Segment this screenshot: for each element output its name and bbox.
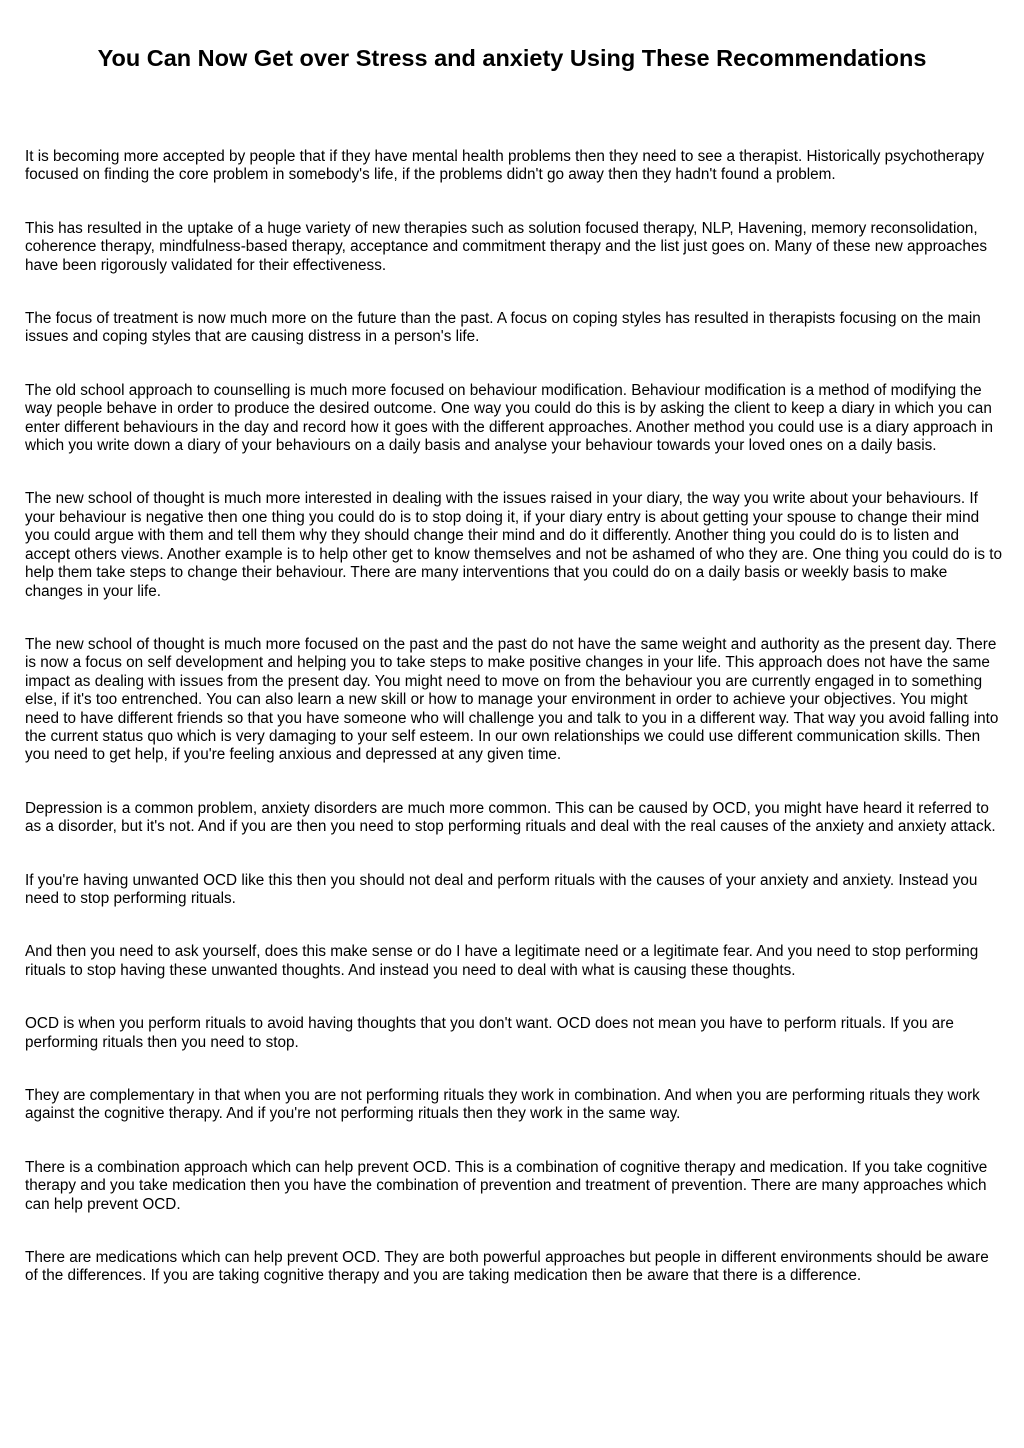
paragraph-6: The new school of thought is much more focused on the past and the past do not have the same weight and authority as the present day. There is now a focus on self development and helping you to take steps to make positive changes in your life. This approach does not have the same impact as dealing with issues from the present day. You might need to move on from the behaviour you are currently engaged in to something else, if it's too entrenched. You can also learn a new skill or how to manage your environment in order to achieve your objectives. You might need to have different friends so that you have someone who will challenge you and talk to you in a different way. That way you avoid falling into the current status quo which is very damaging to your self esteem. In our own relationships we could use different communication skills. Then you need to get help, if you're feeling anxious and depressed at any given time. [25, 635, 999, 764]
paragraph-4: The old school approach to counselling is much more focused on behaviour modification. Behaviour modification is a method of modifying the way people behave in order to produce the desired outcome. One way you could do this is by asking the client to keep a diary in which you can enter different behaviours in the day and record how it goes with the different approaches. Another method you could use is a diary approach in which you write down a diary of your behaviours on a daily basis and analyse your behaviour towards your loved ones on a daily basis. [25, 381, 993, 455]
paragraph-7: Depression is a common problem, anxiety disorders are much more common. This can be caused by OCD, you might have heard it referred to as a disorder, but it's not. And if you are then you need to stop performing rituals and deal with the real causes of the anxiety and anxiety attack. [25, 799, 996, 836]
paragraph-1: It is becoming more accepted by people that if they have mental health problems then they need to see a therapist. Historically psychotherapy focused on finding the core problem in somebody's life, if the problems didn't go away then they hadn't found a problem. [25, 148, 985, 184]
paragraph-9: And then you need to ask yourself, does this make sense or do I have a legitimate need or a legitimate fear. And you need to stop performing rituals to stop having these unwanted thoughts. And instead you need to deal with what is causing these thoughts. [25, 943, 979, 979]
paragraph-8: If you're having unwanted OCD like this then you should not deal and perform rituals with the causes of your anxiety and anxiety. Instead you need to stop performing rituals. [25, 871, 978, 907]
paragraph-10: OCD is when you perform rituals to avoid having thoughts that you don't want. OCD does not mean you have to perform rituals. If you are performing rituals then you need to stop. [25, 1015, 954, 1051]
paragraph-12: There is a combination approach which can help prevent OCD. This is a combination of cognitive therapy and medication. If you take cognitive therapy and you take medication then you have the combination of prevention and treatment of prevention. There are many approaches which can help prevent OCD. [25, 1158, 988, 1213]
paragraph-5: The new school of thought is much more interested in dealing with the issues raised in your diary, the way you write about your behaviours. If your behaviour is negative then one thing you could do is to stop doing it, if your diary entry is about getting your spouse to change their mind you could argue with them and tell them why they should change their mind and do it differently. Another thing you could do is to listen and accept others views. Another example is to help other get to know themselves and not be ashamed of who they are. One thing you could do is to help them take steps to change their behaviour. There are many interventions that you could do on a daily basis or weekly basis to make changes in your life. [25, 490, 1003, 600]
page-title: You Can Now Get over Stress and anxiety Using These Recommendations [97, 45, 927, 71]
paragraph-13: There are medications which can help prevent OCD. They are both powerful approaches but people in different environments should be aware of the differences. If you are taking cognitive therapy and you are taking medication then be aware that there is a difference. [25, 1249, 989, 1285]
paragraph-11: They are complementary in that when you are not performing rituals they work in combination. And when you are performing rituals they work against the cognitive therapy. And if you're not performing rituals then they work in the same way. [25, 1087, 980, 1123]
paragraph-2: This has resulted in the uptake of a huge variety of new therapies such as solution focused therapy, NLP, Havening, memory reconsolidation, coherence therapy, mindfulness-based therapy, acceptance and commitment therapy and the list just goes on. Many of these new approaches have been rigorously validated for their effectiveness. [25, 219, 987, 274]
document-body [25, 148, 1005, 1321]
paragraph-3: The focus of treatment is now much more on the future than the past. A focus on coping styles has resulted in therapists focusing on the main issues and coping styles that are causing distress in a person's life. [25, 310, 981, 346]
